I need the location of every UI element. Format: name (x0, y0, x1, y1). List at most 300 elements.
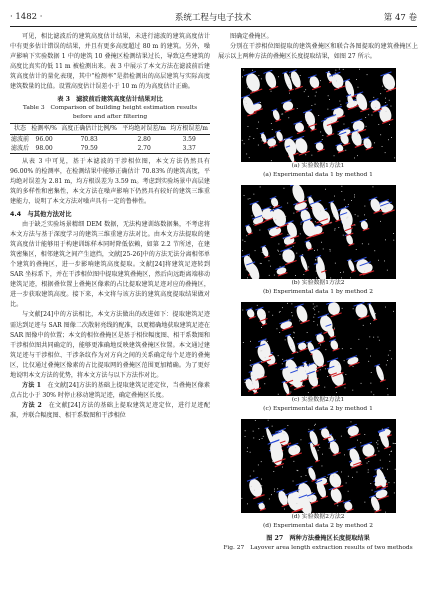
speckle (372, 448, 373, 449)
speckle (322, 454, 323, 455)
speckle (282, 467, 283, 468)
speckle (333, 216, 334, 217)
speckle (373, 97, 374, 98)
table-cell: 2.80 (137, 136, 151, 144)
speckle (302, 385, 303, 386)
speckle (384, 208, 385, 209)
speckle (368, 115, 369, 116)
speckle (393, 233, 394, 234)
right-column (218, 32, 418, 552)
speckle (242, 342, 243, 343)
speckle (272, 315, 273, 316)
speckle (365, 126, 366, 127)
speckle (274, 137, 275, 138)
speckle (268, 72, 269, 73)
speckle (314, 314, 315, 315)
speckle (293, 350, 294, 351)
speckle (247, 278, 248, 279)
speckle (272, 209, 273, 210)
speckle (364, 271, 365, 272)
speckle (243, 70, 244, 71)
speckle (393, 240, 394, 241)
speckle (283, 188, 284, 189)
speckle (330, 127, 331, 128)
speckle (287, 303, 288, 304)
speckle (314, 96, 315, 97)
results-table (10, 123, 210, 154)
speckle (354, 158, 355, 159)
speckle (270, 123, 271, 124)
layover-image (241, 419, 396, 513)
speckle (315, 271, 316, 272)
speckle (292, 246, 293, 247)
speckle (370, 323, 371, 324)
speckle (353, 435, 354, 436)
speckle (326, 477, 327, 478)
speckle (391, 359, 392, 360)
speckle (315, 259, 316, 260)
speckle (388, 140, 389, 141)
header-rule (10, 26, 417, 27)
speckle (330, 223, 331, 224)
speckle (337, 503, 338, 504)
speckle (289, 75, 290, 76)
speckle (278, 312, 279, 313)
speckle (299, 369, 300, 370)
speckle (291, 304, 292, 305)
speckle (249, 365, 250, 366)
speckle (268, 312, 269, 313)
speckle (285, 147, 286, 148)
speckle (356, 472, 357, 473)
speckle (270, 266, 271, 267)
speckle (343, 129, 344, 130)
speckle (381, 376, 382, 377)
speckle (250, 486, 251, 487)
left-column (10, 32, 210, 422)
speckle (243, 195, 244, 196)
volume-label: 第 47 卷 (383, 13, 417, 23)
speckle (247, 199, 248, 200)
speckle (381, 146, 382, 147)
speckle (354, 102, 355, 103)
speckle (315, 92, 316, 93)
speckle (366, 144, 367, 145)
speckle (283, 239, 284, 240)
speckle (341, 472, 342, 473)
speckle (252, 70, 253, 71)
speckle (338, 88, 339, 89)
speckle (393, 311, 394, 312)
speckle (317, 325, 318, 326)
speckle (340, 272, 341, 273)
speckle (276, 235, 277, 236)
speckle (305, 475, 306, 476)
speckle (334, 263, 335, 264)
speckle (281, 114, 282, 115)
speckle (273, 147, 274, 148)
speckle (314, 307, 315, 308)
speckle (247, 448, 248, 449)
speckle (299, 321, 300, 322)
speckle (288, 445, 289, 446)
table-row (10, 144, 210, 154)
speckle (384, 152, 385, 153)
speckle (252, 384, 253, 385)
speckle (352, 309, 353, 310)
speckle (292, 481, 293, 482)
speckle (265, 340, 266, 341)
paragraph: 从表 3 中可见，基于本滤波的干涉相位图，本文方法仍然具有 96.00% 的检测率，在检测结果中能够正确估计 70.83% 的建筑高度，平均绝对误差为 2.81 m，均方根误差为 3.59 m。考虑到实验场景中高层建筑的多样性和密集性，本文方法在噪声影响下仍然具有较好的建筑三维重建能力，说明了本文方法对噪声具有一定的鲁棒性。 (10, 158, 210, 206)
speckle (375, 313, 376, 314)
speckle (339, 101, 340, 102)
speckle (293, 213, 294, 214)
speckle (297, 352, 298, 353)
speckle (350, 278, 351, 279)
speckle (314, 222, 315, 223)
speckle (371, 502, 372, 503)
speckle (284, 340, 285, 341)
speckle (261, 485, 262, 486)
speckle (263, 376, 264, 377)
speckle (337, 506, 338, 507)
subfigure (218, 68, 418, 179)
speckle (312, 304, 313, 305)
speckle (346, 218, 347, 219)
speckle (378, 260, 379, 261)
speckle (290, 392, 291, 393)
speckle (373, 337, 374, 338)
speckle (368, 361, 369, 362)
speckle (261, 375, 262, 376)
speckle (387, 395, 388, 396)
speckle (360, 443, 361, 444)
speckle (288, 150, 289, 151)
speckle (259, 263, 260, 264)
speckle (389, 461, 390, 462)
speckle (301, 348, 302, 349)
speckle (368, 461, 369, 462)
speckle (325, 189, 326, 190)
speckle (284, 139, 285, 140)
running-header (10, 10, 417, 24)
speckle (390, 431, 391, 432)
speckle (313, 317, 314, 318)
speckle (303, 261, 304, 262)
table-caption-en-2: before and after filtering (72, 113, 148, 120)
paragraph: 与文献[24]中的方法相比，本文方法做出的改进如下：提取建筑足迹需达到足迹与 SAR 图像二次散射亮线的配准，以更精确地获取建筑足迹在 SAR 图像中的位置；本文的相位叠掩区是基于相位幅度图、相干系数图和干涉相位图共同确定的，能够更准确地反映建筑叠掩区位置。本文通过建筑足迹与干涉相位、干涉条纹作为对方向之间的关系确定每个足迹的叠掩区，比仅通过叠掩区像素的占比提取网的叠掩区范围更加精确。为了更好地说明本文方法的优势，将本文方法与以下方法作对比。 (10, 311, 210, 380)
speckle (377, 441, 378, 442)
speckle (357, 87, 358, 88)
speckle (378, 435, 379, 436)
speckle (366, 463, 367, 464)
speckle (287, 203, 288, 204)
speckle (320, 345, 321, 346)
speckle (319, 370, 320, 371)
method-label: 方法 2 (22, 402, 42, 410)
speckle (260, 79, 261, 80)
speckle (261, 438, 262, 439)
speckle (303, 91, 304, 92)
speckle (293, 337, 294, 338)
speckle (336, 343, 337, 344)
speckle (252, 390, 253, 391)
speckle (271, 494, 272, 495)
speckle (384, 261, 385, 262)
speckle (380, 135, 381, 136)
speckle (334, 196, 335, 197)
speckle (271, 426, 272, 427)
table-cell: 98.00 (35, 145, 53, 153)
speckle (254, 490, 255, 491)
speckle (254, 250, 255, 251)
speckle (244, 436, 245, 437)
speckle (305, 90, 306, 91)
speckle (347, 491, 348, 492)
subfigure (218, 302, 418, 413)
speckle (260, 351, 261, 352)
speckle (288, 84, 289, 85)
speckle (351, 200, 352, 201)
speckle (337, 485, 338, 486)
speckle (351, 220, 352, 221)
speckle (370, 392, 371, 393)
speckle (345, 512, 346, 513)
speckle (327, 376, 328, 377)
speckle (319, 447, 320, 448)
speckle (291, 493, 292, 494)
speckle (296, 253, 297, 254)
speckle (390, 106, 391, 107)
speckle (242, 240, 243, 241)
speckle (247, 126, 248, 127)
speckle (274, 202, 275, 203)
speckle (360, 383, 361, 384)
speckle (354, 195, 355, 196)
subfigure-caption-cn: (b) 实验数据1方法2 (291, 280, 345, 287)
speckle (245, 270, 246, 271)
speckle (357, 216, 358, 217)
speckle (345, 483, 346, 484)
speckle (350, 348, 351, 349)
speckle (257, 465, 258, 466)
table-cell: 79.59 (80, 145, 98, 153)
speckle (334, 328, 335, 329)
layover-image (241, 68, 396, 162)
speckle (388, 90, 389, 91)
speckle (272, 461, 273, 462)
figure-caption-en: Fig. 27 Layover area length extraction results of two methods (223, 544, 413, 551)
speckle (375, 107, 376, 108)
speckle (288, 118, 289, 119)
speckle (321, 242, 322, 243)
speckle (374, 251, 375, 252)
speckle (311, 105, 312, 106)
layover-image (241, 302, 396, 396)
speckle (255, 380, 256, 381)
speckle (297, 307, 298, 308)
speckle (320, 211, 321, 212)
speckle (270, 160, 271, 161)
speckle (331, 121, 332, 122)
speckle (283, 434, 284, 435)
speckle (327, 96, 328, 97)
speckle (254, 392, 255, 393)
speckle (337, 134, 338, 135)
speckle (355, 97, 356, 98)
speckle (244, 431, 245, 432)
speckle (322, 224, 323, 225)
speckle (278, 244, 279, 245)
speckle (378, 124, 379, 125)
speckle (380, 93, 381, 94)
speckle (320, 80, 321, 81)
speckle (296, 503, 297, 504)
speckle (354, 214, 355, 215)
speckle (380, 221, 381, 222)
speckle (308, 267, 309, 268)
speckle (291, 347, 292, 348)
speckle (388, 100, 389, 101)
speckle (365, 117, 366, 118)
subfigure-caption-cn: (d) 实验数据2方法2 (291, 514, 345, 521)
speckle (385, 111, 386, 112)
speckle (387, 360, 388, 361)
speckle (279, 267, 280, 268)
speckle (261, 351, 262, 352)
speckle (254, 420, 255, 421)
speckle (268, 499, 269, 500)
speckle (268, 275, 269, 276)
speckle (347, 233, 348, 234)
speckle (352, 390, 353, 391)
speckle (322, 135, 323, 136)
speckle (366, 74, 367, 75)
speckle (274, 220, 275, 221)
method-text: 在文献[24]方法的基础上提取建筑足迹定位，当叠掩区像素点占比小于 30% 时停止移动建筑足迹，确定叠掩区长度。 (10, 382, 211, 400)
speckle (248, 139, 249, 140)
speckle (253, 138, 254, 139)
speckle (342, 235, 343, 236)
speckle (341, 186, 342, 187)
speckle (260, 461, 261, 462)
speckle (246, 154, 247, 155)
speckle (261, 141, 262, 142)
speckle (321, 139, 322, 140)
speckle (307, 392, 308, 393)
paragraph (10, 381, 210, 401)
speckle (244, 382, 245, 383)
speckle (345, 86, 346, 87)
speckle (273, 471, 274, 472)
speckle (264, 384, 265, 385)
table-row (10, 135, 210, 145)
speckle (357, 155, 358, 156)
speckle (333, 156, 334, 157)
table-header: 平均绝对误差/m (120, 124, 168, 135)
speckle (361, 244, 362, 245)
speckle (241, 498, 242, 499)
speckle (312, 388, 313, 389)
speckle (244, 241, 245, 242)
speckle (354, 197, 355, 198)
speckle (269, 448, 270, 449)
table-cell: 96.00 (35, 136, 53, 144)
speckle (391, 451, 392, 452)
speckle (260, 137, 261, 138)
speckle (279, 311, 280, 312)
speckle (256, 305, 257, 306)
speckle (253, 471, 254, 472)
speckle (277, 394, 278, 395)
speckle (354, 225, 355, 226)
speckle (261, 479, 262, 480)
speckle (311, 155, 312, 156)
figure-caption-cn: 图 27 两种方法叠掩区长度提取结果 (266, 535, 370, 543)
speckle (282, 258, 283, 259)
speckle (261, 252, 262, 253)
speckle (247, 504, 248, 505)
speckle (253, 438, 254, 439)
table-header: 均方根误差/m (168, 124, 210, 135)
speckle (279, 332, 280, 333)
speckle (274, 491, 275, 492)
speckle (249, 198, 250, 199)
speckle (261, 361, 262, 362)
speckle (293, 461, 294, 462)
speckle (278, 77, 279, 78)
speckle (268, 261, 269, 262)
speckle (324, 387, 325, 388)
speckle (286, 360, 287, 361)
speckle (394, 158, 395, 159)
speckle (362, 325, 363, 326)
speckle (312, 308, 313, 309)
speckle (367, 472, 368, 473)
speckle (264, 314, 265, 315)
subfigure-caption-cn: (c) 实验数据2方法1 (291, 397, 345, 404)
speckle (344, 388, 345, 389)
speckle (287, 425, 288, 426)
speckle (251, 91, 252, 92)
speckle (281, 430, 282, 431)
speckle (309, 364, 310, 365)
speckle (267, 420, 268, 421)
speckle (334, 76, 335, 77)
speckle (373, 510, 374, 511)
speckle (260, 263, 261, 264)
speckle (308, 247, 309, 248)
speckle (350, 422, 351, 423)
speckle (385, 102, 386, 103)
speckle (390, 90, 391, 91)
speckle (341, 191, 342, 192)
speckle (371, 115, 372, 116)
speckle (248, 157, 249, 158)
speckle (347, 217, 348, 218)
speckle (306, 346, 307, 347)
speckle (379, 204, 380, 205)
speckle (293, 333, 294, 334)
speckle (387, 469, 388, 470)
speckle (377, 448, 378, 449)
speckle (300, 476, 301, 477)
speckle (385, 240, 386, 241)
speckle (345, 206, 346, 207)
speckle (266, 341, 267, 342)
paragraph: 可见，相比滤波后的建筑高度估计结果，未进行滤波的建筑高度估计中有更多估计错误的结果，并且有更多高度超过 80 m 的建筑。另外，噪声影响下实验数据 1 中的建筑 10 叠掩区检测结果过长，导致这些建筑的高度比真实的低 11 m 被检测出来。表 3 中展示了本文方法在滤波前后建筑高度估计的量化表现，其中“检测率”是指检测出的高层建筑与实际高度建筑数量的比值。设置高度估计误差小于 10 m 的为高度估计正确。 (10, 33, 210, 91)
speckle (308, 498, 309, 499)
